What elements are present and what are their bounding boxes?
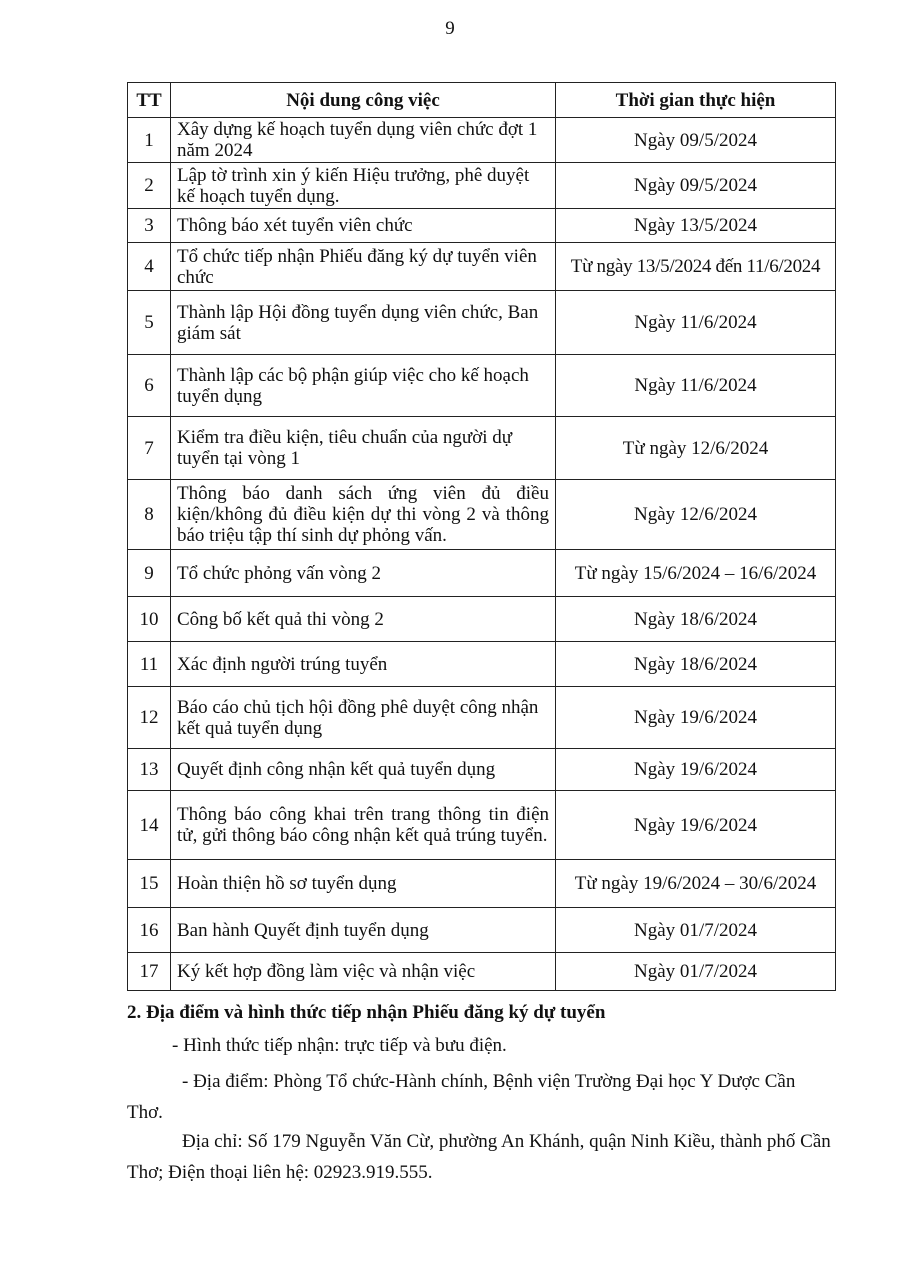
row-time: Ngày 19/6/2024 bbox=[556, 749, 836, 791]
table-row bbox=[128, 791, 836, 860]
row-content: Quyết định công nhận kết quả tuyển dụng bbox=[171, 749, 556, 791]
row-number: 9 bbox=[128, 550, 171, 597]
section-2-title: 2. Địa điểm và hình thức tiếp nhận Phiếu đăng ký dự tuyển bbox=[127, 1002, 606, 1023]
row-time: Ngày 11/6/2024 bbox=[556, 355, 836, 417]
row-number: 2 bbox=[128, 163, 171, 209]
row-time: Từ ngày 13/5/2024 đến 11/6/2024 bbox=[556, 243, 836, 291]
row-time: Ngày 18/6/2024 bbox=[556, 642, 836, 687]
row-time: Ngày 13/5/2024 bbox=[556, 209, 836, 243]
row-time: Từ ngày 15/6/2024 – 16/6/2024 bbox=[556, 550, 836, 597]
row-number: 4 bbox=[128, 243, 171, 291]
reception-form-text: - Hình thức tiếp nhận: trực tiếp và bưu điện. bbox=[172, 1035, 507, 1056]
page-number: 9 bbox=[445, 18, 455, 39]
row-time: Từ ngày 19/6/2024 – 30/6/2024 bbox=[556, 860, 836, 908]
table-row bbox=[128, 749, 836, 791]
table-row bbox=[128, 953, 836, 991]
row-time: Ngày 12/6/2024 bbox=[556, 480, 836, 550]
row-number: 17 bbox=[128, 953, 171, 991]
row-time: Ngày 18/6/2024 bbox=[556, 597, 836, 642]
row-number: 1 bbox=[128, 118, 171, 163]
row-content: Kiểm tra điều kiện, tiêu chuẩn của người dự tuyển tại vòng 1 bbox=[171, 417, 556, 480]
table-row bbox=[128, 480, 836, 550]
table-row bbox=[128, 550, 836, 597]
header-content: Nội dung công việc bbox=[171, 83, 556, 118]
row-number: 14 bbox=[128, 791, 171, 860]
table-row bbox=[128, 597, 836, 642]
row-content: Tổ chức tiếp nhận Phiếu đăng ký dự tuyển viên chức bbox=[171, 243, 556, 291]
table-row bbox=[128, 417, 836, 480]
row-content: Thành lập Hội đồng tuyển dụng viên chức, Ban giám sát bbox=[171, 291, 556, 355]
row-content: Báo cáo chủ tịch hội đồng phê duyệt công nhận kết quả tuyển dụng bbox=[171, 687, 556, 749]
table-row bbox=[128, 908, 836, 953]
row-number: 11 bbox=[128, 642, 171, 687]
table-row bbox=[128, 118, 836, 163]
row-content: Hoàn thiện hồ sơ tuyển dụng bbox=[171, 860, 556, 908]
row-number: 15 bbox=[128, 860, 171, 908]
row-time: Ngày 11/6/2024 bbox=[556, 291, 836, 355]
row-content: Ban hành Quyết định tuyển dụng bbox=[171, 908, 556, 953]
row-time: Ngày 19/6/2024 bbox=[556, 687, 836, 749]
row-number: 5 bbox=[128, 291, 171, 355]
table-row bbox=[128, 355, 836, 417]
row-content: Thành lập các bộ phận giúp việc cho kế hoạch tuyển dụng bbox=[171, 355, 556, 417]
row-number: 13 bbox=[128, 749, 171, 791]
table-row bbox=[128, 860, 836, 908]
row-number: 12 bbox=[128, 687, 171, 749]
address-text: Địa chỉ: Số 179 Nguyễn Văn Cừ, phường An Khánh, quận Ninh Kiều, thành phố Cần Thơ; Điện thoại liên hệ: 02923.919.555. bbox=[127, 1131, 831, 1183]
table-row bbox=[128, 291, 836, 355]
row-content: Công bố kết quả thi vòng 2 bbox=[171, 597, 556, 642]
table-row bbox=[128, 642, 836, 687]
table-header-row bbox=[128, 83, 836, 118]
row-number: 6 bbox=[128, 355, 171, 417]
row-content: Thông báo công khai trên trang thông tin điện tử, gửi thông báo công nhận kết quả trúng tuyển. bbox=[171, 791, 556, 860]
row-number: 10 bbox=[128, 597, 171, 642]
row-time: Ngày 19/6/2024 bbox=[556, 791, 836, 860]
row-time: Ngày 09/5/2024 bbox=[556, 163, 836, 209]
row-number: 3 bbox=[128, 209, 171, 243]
header-tt: TT bbox=[128, 83, 171, 118]
row-content: Tổ chức phỏng vấn vòng 2 bbox=[171, 550, 556, 597]
recruitment-schedule-table bbox=[127, 82, 836, 991]
row-content: Thông báo danh sách ứng viên đủ điều kiện/không đủ điều kiện dự thi vòng 2 và thông báo triệu tập thí sinh dự phỏng vấn. bbox=[171, 480, 556, 550]
row-number: 8 bbox=[128, 480, 171, 550]
row-time: Từ ngày 12/6/2024 bbox=[556, 417, 836, 480]
table-row bbox=[128, 687, 836, 749]
row-content: Xác định người trúng tuyển bbox=[171, 642, 556, 687]
table-row bbox=[128, 243, 836, 291]
header-time: Thời gian thực hiện bbox=[556, 83, 836, 118]
row-time: Ngày 01/7/2024 bbox=[556, 953, 836, 991]
reception-location-text: - Địa điểm: Phòng Tổ chức-Hành chính, Bệnh viện Trường Đại học Y Dược Cần Thơ. bbox=[127, 1071, 796, 1123]
row-number: 16 bbox=[128, 908, 171, 953]
row-time: Ngày 01/7/2024 bbox=[556, 908, 836, 953]
row-time: Ngày 09/5/2024 bbox=[556, 118, 836, 163]
table-row bbox=[128, 163, 836, 209]
row-content: Thông báo xét tuyển viên chức bbox=[171, 209, 556, 243]
row-content: Xây dựng kế hoạch tuyển dụng viên chức đợt 1 năm 2024 bbox=[171, 118, 556, 163]
table-row bbox=[128, 209, 836, 243]
row-number: 7 bbox=[128, 417, 171, 480]
row-content: Lập tờ trình xin ý kiến Hiệu trưởng, phê duyệt kế hoạch tuyển dụng. bbox=[171, 163, 556, 209]
row-content: Ký kết hợp đồng làm việc và nhận việc bbox=[171, 953, 556, 991]
